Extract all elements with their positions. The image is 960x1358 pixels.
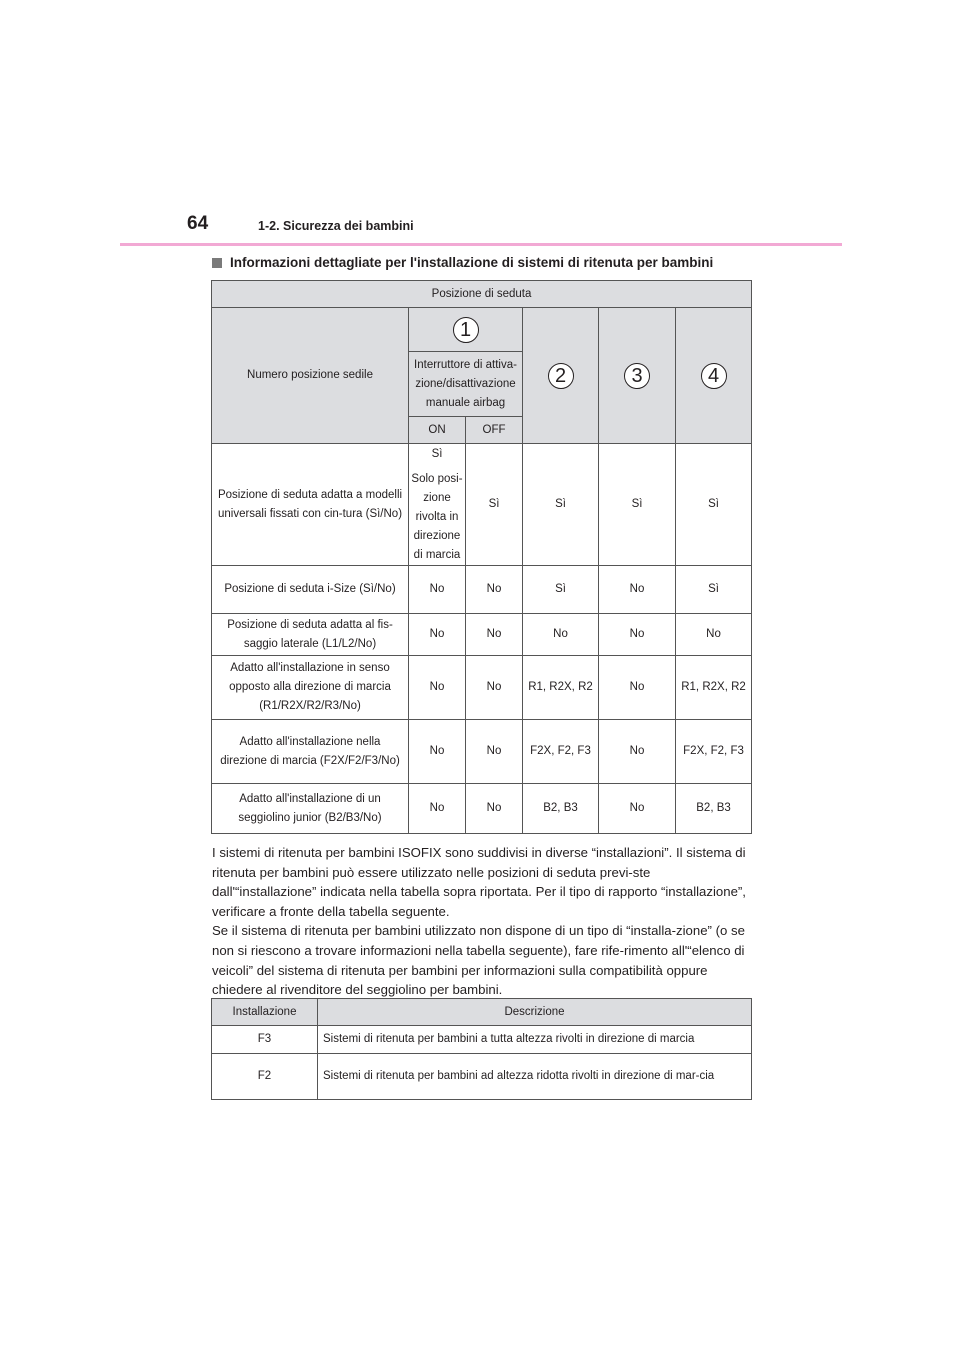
cell-seat-4: Sì <box>676 444 752 566</box>
cell-off: No <box>466 784 523 834</box>
body-text <box>212 843 757 1000</box>
seat-number-1: 1 <box>453 317 479 343</box>
cell-seat-2: F2X, F2, F3 <box>523 720 599 784</box>
paragraph: I sistemi di ritenuta per bambini ISOFIX sono suddivisi in diverse “installazioni”. Il sistema di ritenuta per bambini può essere utilizzato nelle posizioni di seduta previ-ste dall'“installazione” indicata nella tabella sopra riportata. Per il tipo di rapporto “installazione”, verificare a fronte della tabella seguente. <box>212 845 746 919</box>
cell-on: No <box>409 566 466 614</box>
cell-seat-3: No <box>599 566 676 614</box>
cell-seat-3: No <box>599 720 676 784</box>
table-row <box>212 720 752 784</box>
seat-number-4: 4 <box>701 363 727 389</box>
install-code: F2 <box>212 1054 318 1100</box>
cell-on: No <box>409 656 466 720</box>
cell-on: No <box>409 614 466 656</box>
seat-1-header <box>409 308 523 352</box>
row-label: Posizione di seduta adatta al fis-saggio laterale (L1/L2/No) <box>212 614 409 656</box>
table-row <box>212 444 752 566</box>
section-title: 1-2. Sicurezza dei bambini <box>258 219 414 233</box>
cell-seat-3: No <box>599 784 676 834</box>
cell-on-line: Solo posi-zione rivolta in direzione di marcia <box>411 472 463 561</box>
table-row <box>212 784 752 834</box>
row-label: Adatto all'installazione in senso opposto alla direzione di marcia (R1/R2X/R2/R3/No) <box>212 656 409 720</box>
cell-seat-3: No <box>599 614 676 656</box>
cell-seat-3: No <box>599 656 676 720</box>
subheading-text: Informazioni dettagliate per l'installazione di sistemi di ritenuta per bambini <box>230 255 714 270</box>
install-desc: Sistemi di ritenuta per bambini ad altezza ridotta rivolti in direzione di mar-cia <box>318 1054 752 1100</box>
cell-seat-4: B2, B3 <box>676 784 752 834</box>
cell-on: No <box>409 720 466 784</box>
cell-seat-3: Sì <box>599 444 676 566</box>
cell-off: No <box>466 614 523 656</box>
cell-on: No <box>409 784 466 834</box>
table-title: Posizione di seduta <box>212 281 752 308</box>
seat-3-header <box>599 308 676 444</box>
row-label: Adatto all'installazione di un seggiolino junior (B2/B3/No) <box>212 784 409 834</box>
header-divider <box>120 243 842 246</box>
seat-number-2: 2 <box>548 363 574 389</box>
table-row <box>212 566 752 614</box>
cell-on <box>409 444 466 566</box>
cell-seat-2: B2, B3 <box>523 784 599 834</box>
table-row <box>212 656 752 720</box>
cell-off: No <box>466 720 523 784</box>
table-row <box>212 614 752 656</box>
cell-off: No <box>466 566 523 614</box>
cell-seat-4: R1, R2X, R2 <box>676 656 752 720</box>
table-row <box>212 1026 752 1054</box>
seat-number-3: 3 <box>624 363 650 389</box>
table-row <box>212 1054 752 1100</box>
cell-seat-4: Sì <box>676 566 752 614</box>
row-label: Adatto all'installazione nella direzione di marcia (F2X/F2/F3/No) <box>212 720 409 784</box>
seat-2-header <box>523 308 599 444</box>
install-desc: Sistemi di ritenuta per bambini a tutta altezza rivolti in direzione di marcia <box>318 1026 752 1054</box>
install-code: F3 <box>212 1026 318 1054</box>
cell-seat-4: F2X, F2, F3 <box>676 720 752 784</box>
seat-4-header <box>676 308 752 444</box>
cell-on-line: Sì <box>431 447 443 460</box>
row-label: Posizione di seduta adatta a modelli universali fissati con cin-tura (Sì/No) <box>212 444 409 566</box>
row-label: Posizione di seduta i-Size (Sì/No) <box>212 566 409 614</box>
page-number: 64 <box>187 213 209 234</box>
row-header-seat-number: Numero posizione sedile <box>212 308 409 444</box>
bullet-square-icon <box>212 258 222 268</box>
paragraph: Se il sistema di ritenuta per bambini utilizzato non dispone di un tipo di “installa-zione” (o se non si riescono a trovare informazioni nella tabella seguente), fare rife-rimento all'“elenco di veicoli” del sistema di ritenuta per bambini per informazioni sulla compatibilità oppure chiedere al rivenditore del seggiolino per bambini. <box>212 923 745 998</box>
cell-seat-4: No <box>676 614 752 656</box>
cell-seat-2: Sì <box>523 566 599 614</box>
off-header: OFF <box>466 417 523 444</box>
install-header-code: Installazione <box>212 999 318 1026</box>
cell-off: No <box>466 656 523 720</box>
cell-seat-2: Sì <box>523 444 599 566</box>
subheading <box>212 255 713 270</box>
installation-table <box>211 998 752 1100</box>
install-header-desc: Descrizione <box>318 999 752 1026</box>
on-header: ON <box>409 417 466 444</box>
seating-position-table <box>211 280 752 834</box>
airbag-switch-header: Interruttore di attiva-zione/disattivazione manuale airbag <box>409 352 523 417</box>
cell-seat-2: No <box>523 614 599 656</box>
cell-off: Sì <box>466 444 523 566</box>
cell-seat-2: R1, R2X, R2 <box>523 656 599 720</box>
